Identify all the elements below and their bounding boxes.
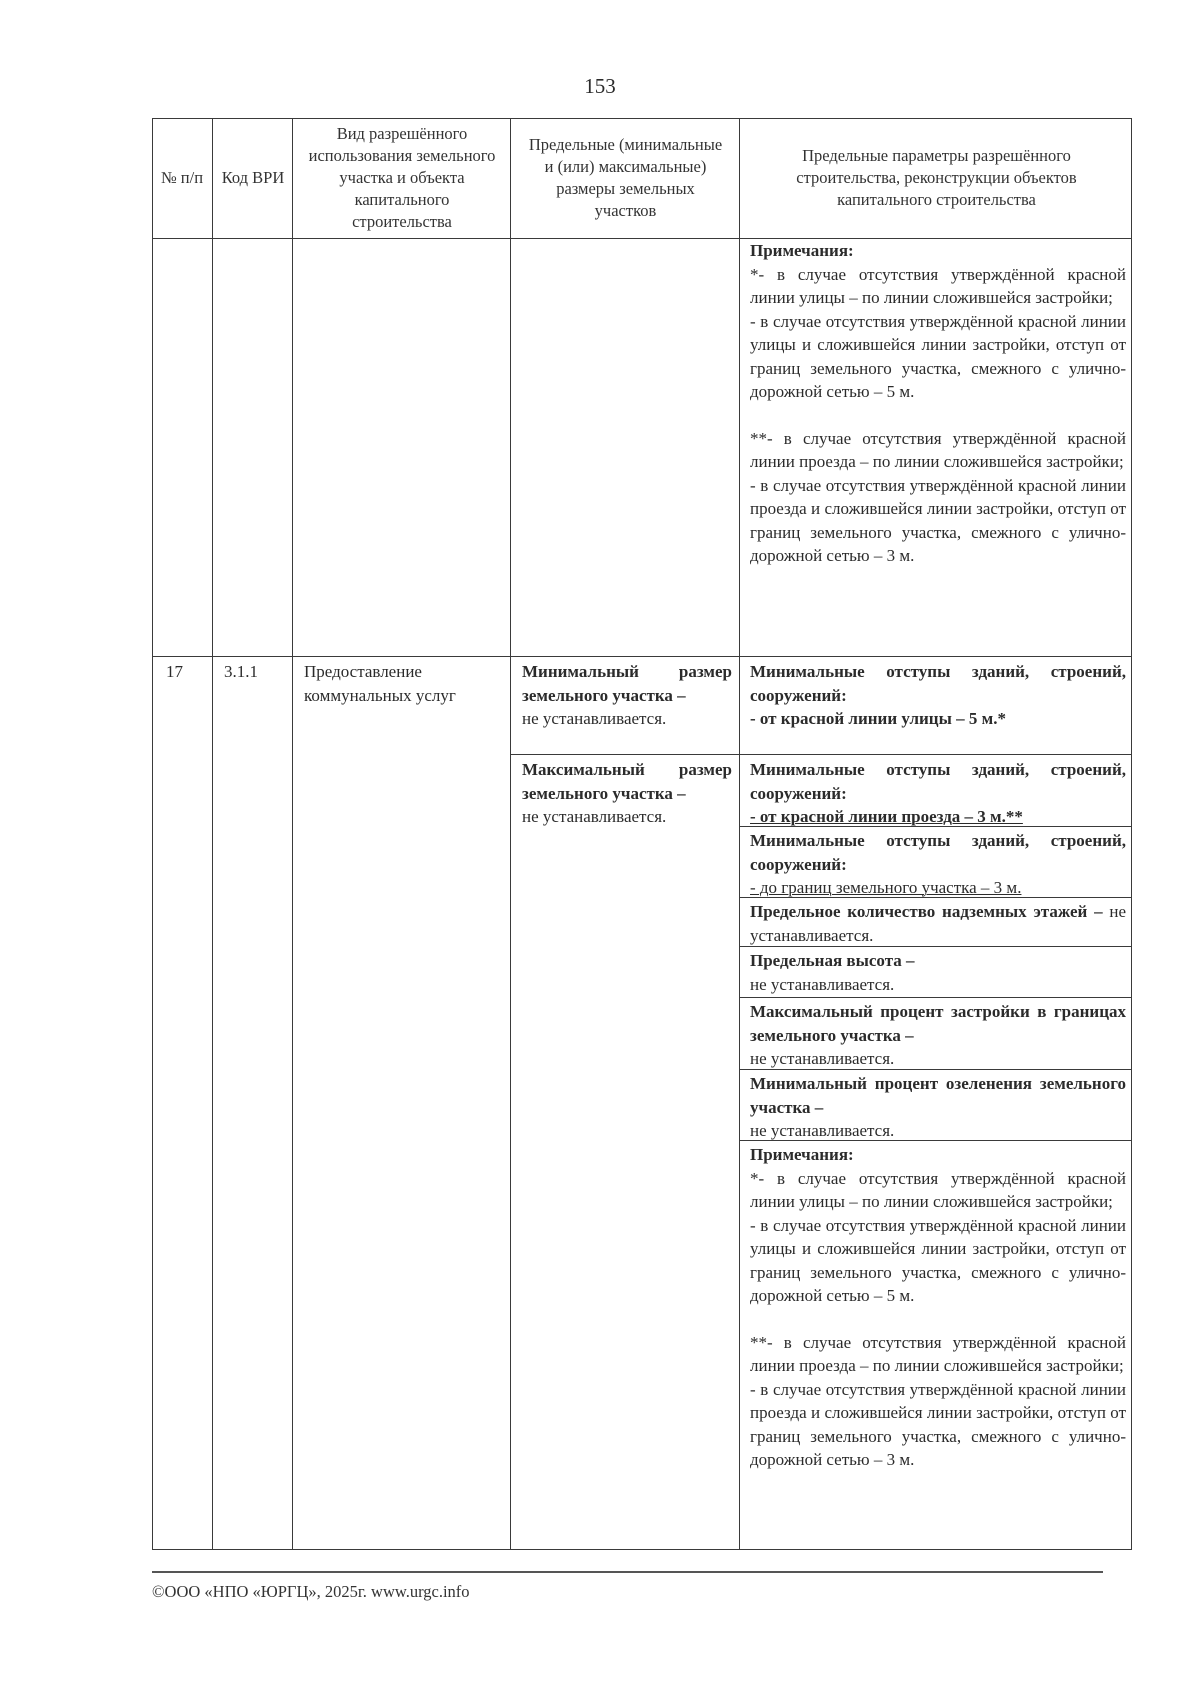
param-build-percent [750, 1000, 1126, 1071]
row17-notes [750, 1143, 1126, 1472]
max-plot-size [522, 758, 732, 829]
param-label: Максимальный процент застройки в границах земельного участка – [750, 1002, 1126, 1045]
note-line: **- в случае отсутствия утверждённой красной линии проезда – по линии сложившейся застройки; [750, 428, 1126, 471]
note-line: - в случае отсутствия утверждённой красной линии проезда и сложившейся линии застройки, отступ от границ земельного участка, смежного с улично-дорожной сетью – 3 м. [750, 475, 1126, 565]
note-line: *- в случае отсутствия утверждённой красной линии улицы – по линии сложившейся застройки; [750, 264, 1126, 307]
notes-title: Примечания: [750, 241, 854, 260]
min-plot-size-value: не устанавливается. [522, 709, 667, 728]
note-line: - в случае отсутствия утверждённой красной линии улицы и сложившейся линии застройки, отступ от границ земельного участка, смежного с улично-дорожной сетью – 5 м. [750, 311, 1126, 401]
cell-divider [510, 754, 739, 755]
col-divider [739, 118, 740, 1550]
notes-title: Примечания: [750, 1145, 854, 1164]
header-parameters: Предельные параметры разрешённого строительства, реконструкции объектов капитального строительства [796, 146, 1077, 209]
param-height [750, 949, 1126, 996]
param-value: не устанавливается. [750, 902, 1127, 945]
param-value: не устанавливается. [750, 974, 895, 994]
param-label: Предельное количество надземных этажей – [750, 902, 1103, 921]
param-value: - от красной линии проезда – 3 м.** [750, 807, 1023, 826]
min-plot-size-label: Минимальный размер земельного участка – [522, 662, 732, 705]
col-divider [212, 118, 213, 1550]
param-label: Минимальные отступы зданий, строений, сооружений: [750, 662, 1126, 705]
param-green-percent [750, 1072, 1126, 1143]
row-number: 17 [166, 662, 183, 681]
header-use-type: Вид разрешённого использования земельного участка и объекта капитального строительства [308, 124, 496, 231]
row-code: 3.1.1 [224, 662, 258, 681]
footer-rule [152, 1571, 1103, 1573]
header-num: № п/п [160, 168, 204, 187]
cell-divider [739, 946, 1132, 947]
param-setback-driveway [750, 758, 1126, 829]
param-floors [750, 900, 1126, 947]
param-value: не устанавливается. [750, 1121, 895, 1140]
header-plot-size: Предельные (минимальные и (или) максимальные) размеры земельных участков [528, 135, 723, 220]
param-label: Предельная высота – [750, 951, 915, 970]
col-divider [292, 118, 293, 1550]
param-label: Минимальные отступы зданий, строений, сооружений: [750, 760, 1126, 803]
cell-divider [739, 826, 1132, 827]
min-plot-size [522, 660, 732, 731]
footer-copyright: ©ООО «НПО «ЮРГЦ», 2025г. www.urgc.info [152, 1582, 470, 1601]
cell-divider [739, 897, 1132, 898]
header-code: Код ВРИ [221, 168, 285, 187]
zoning-table [152, 118, 1132, 1550]
param-setback-street [750, 660, 1126, 731]
cell-divider [739, 1140, 1132, 1141]
page-number: 153 [584, 74, 616, 98]
note-line: **- в случае отсутствия утверждённой красной линии проезда – по линии сложившейся застройки; [750, 1332, 1126, 1375]
row-use-type: Предоставление коммунальных услуг [304, 662, 456, 705]
note-line: *- в случае отсутствия утверждённой красной линии улицы – по линии сложившейся застройки; [750, 1168, 1126, 1211]
max-plot-size-label: Максимальный размер земельного участка – [522, 760, 732, 803]
note-line: - в случае отсутствия утверждённой красной линии улицы и сложившейся линии застройки, отступ от границ земельного участка, смежного с улично-дорожной сетью – 5 м. [750, 1215, 1126, 1305]
note-line: - в случае отсутствия утверждённой красной линии проезда и сложившейся линии застройки, отступ от границ земельного участка, смежного с улично-дорожной сетью – 3 м. [750, 1379, 1126, 1469]
param-setback-boundary [750, 829, 1126, 900]
param-value: не устанавливается. [750, 1049, 895, 1068]
param-label: Минимальный процент озеленения земельного участка – [750, 1074, 1126, 1117]
param-value: - от красной линии улицы – 5 м.* [750, 709, 1006, 728]
cell-divider [739, 997, 1132, 998]
row-divider [152, 656, 1132, 657]
param-value: - до границ земельного участка – 3 м. [750, 878, 1022, 897]
top-notes [750, 239, 1126, 568]
cell-divider [739, 754, 1132, 755]
col-divider [510, 118, 511, 1550]
max-plot-size-value: не устанавливается. [522, 807, 667, 826]
cell-divider [739, 1069, 1132, 1070]
param-label: Минимальные отступы зданий, строений, сооружений: [750, 831, 1126, 874]
